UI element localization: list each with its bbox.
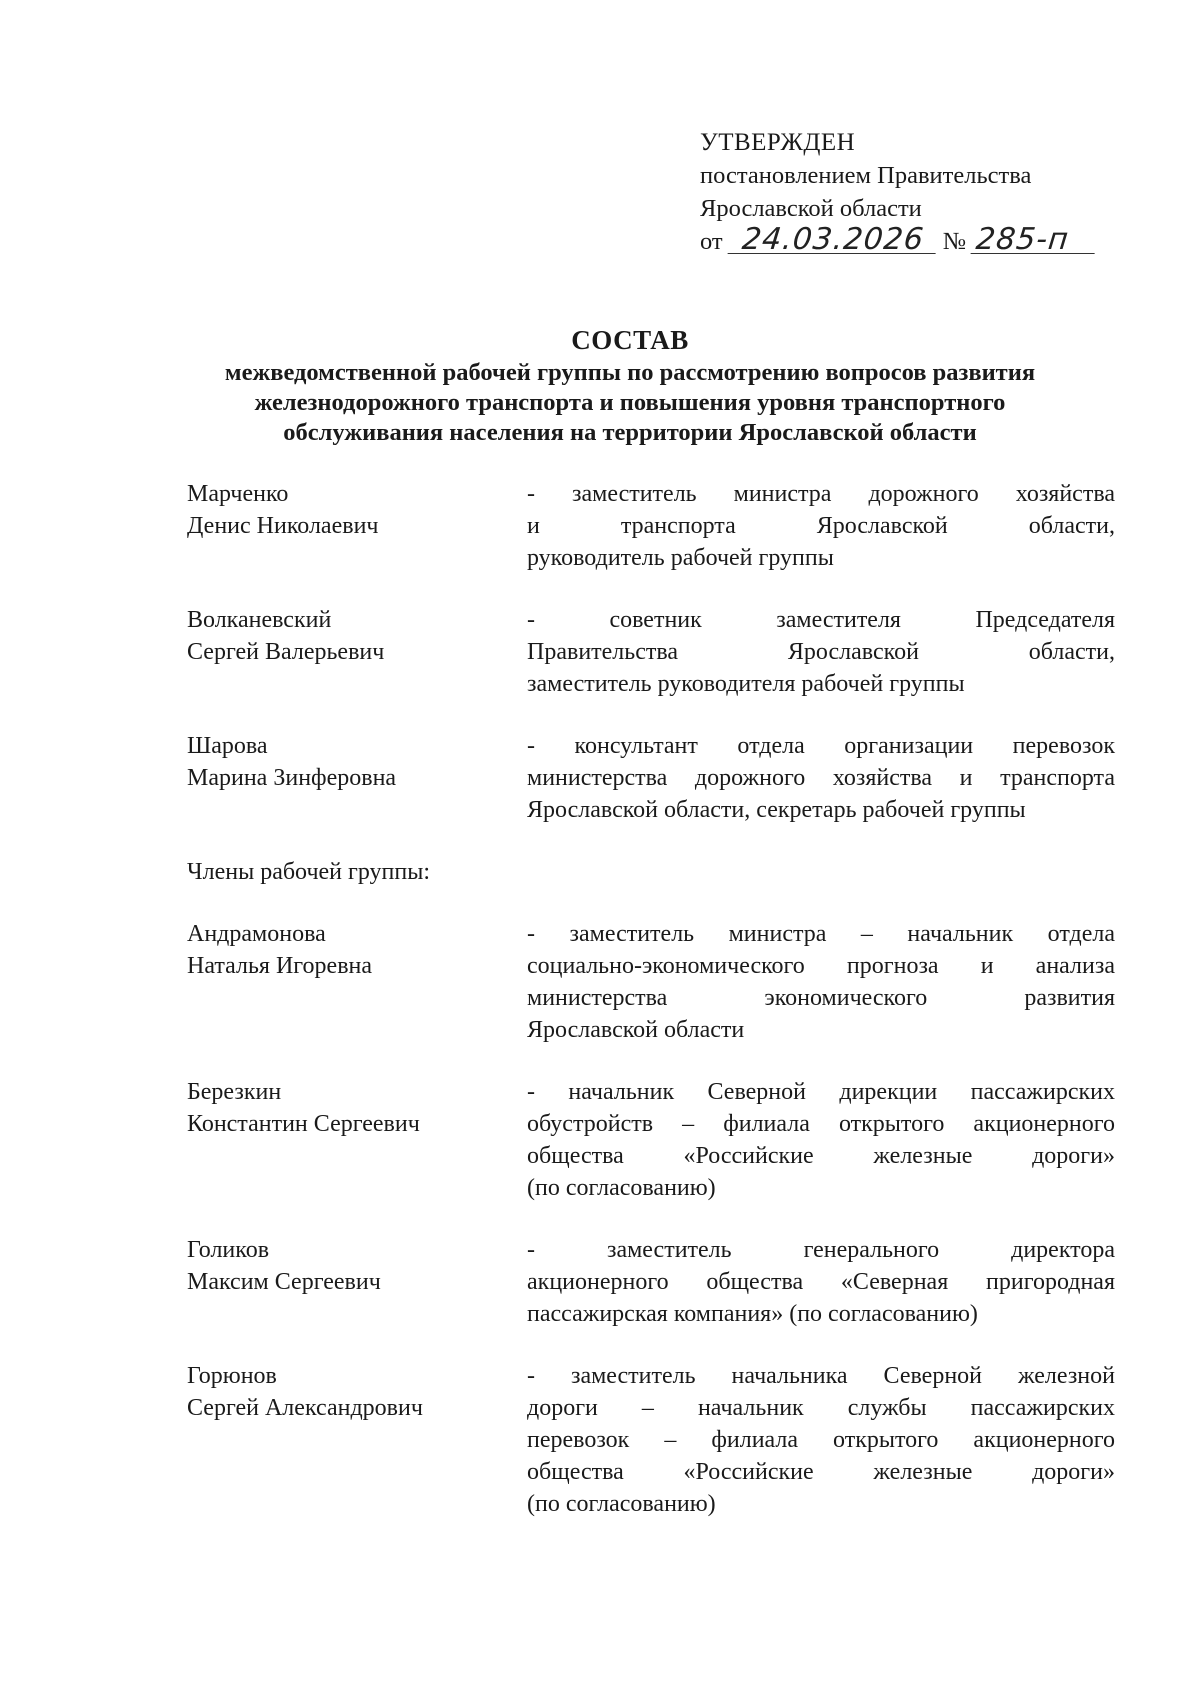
member-given-names: Денис Николаевич	[187, 513, 379, 539]
member-entry	[187, 1360, 1115, 1520]
member-role	[527, 918, 1115, 1046]
role-line: министерства экономического развития	[527, 985, 1115, 1011]
member-surname: Голиков	[187, 1237, 270, 1263]
member-given-names: Наталья Игоревна	[187, 953, 373, 979]
member-entry	[187, 1234, 1115, 1330]
role-line: перевозок – филиала открытого акционерного	[527, 1427, 1115, 1453]
member-given-names: Сергей Александрович	[187, 1395, 423, 1421]
role-line: - заместитель начальника Северной железной	[527, 1363, 1115, 1389]
member-name	[187, 478, 527, 574]
approval-line-2: Ярославской области	[700, 195, 922, 222]
date-prefix: от	[700, 228, 723, 255]
role-line: министерства дорожного хозяйства и транспорта	[527, 765, 1115, 791]
number-prefix: №	[942, 228, 967, 255]
member-surname: Марченко	[187, 481, 289, 507]
member-surname: Волканевский	[187, 607, 332, 633]
approval-date-number	[700, 222, 1096, 258]
role-line: Правительства Ярославской области,	[527, 639, 1115, 665]
role-line: (по согласованию)	[527, 1491, 716, 1517]
role-line: заместитель руководителя рабочей группы	[527, 671, 965, 697]
member-given-names: Сергей Валерьевич	[187, 639, 385, 665]
member-name	[187, 1234, 527, 1330]
approval-stamp	[700, 126, 1096, 258]
member-entry	[187, 478, 1115, 574]
member-name	[187, 730, 527, 826]
member-entry	[187, 1076, 1115, 1204]
handwritten-date: 24.03.2026	[727, 227, 938, 254]
member-entry	[187, 604, 1115, 700]
role-line: - начальник Северной дирекции пассажирских	[527, 1079, 1115, 1105]
member-name	[187, 1360, 527, 1520]
member-given-names: Максим Сергеевич	[187, 1269, 381, 1295]
role-line: и транспорта Ярославской области,	[527, 513, 1115, 539]
title-line-1: межведомственной рабочей группы по рассмотрению вопросов развития	[224, 359, 1036, 386]
role-line: общества «Российские железные дороги»	[527, 1143, 1115, 1169]
role-line: (по согласованию)	[527, 1175, 716, 1201]
roster	[187, 478, 1115, 1520]
approval-line-1: постановлением Правительства	[700, 162, 1032, 189]
member-role	[527, 730, 1115, 826]
role-line: социально-экономического прогноза и анализа	[527, 953, 1115, 979]
role-line: - советник заместителя Председателя	[527, 607, 1115, 633]
role-line: акционерного общества «Северная пригородная	[527, 1269, 1115, 1295]
member-role	[527, 1076, 1115, 1204]
member-name	[187, 604, 527, 700]
role-line: - консультант отдела организации перевозок	[527, 733, 1115, 759]
title-line-3: обслуживания населения на территории Ярославской области	[283, 419, 977, 446]
members-section-label: Члены рабочей группы:	[187, 859, 431, 885]
role-line: обустройств – филиала открытого акционерного	[527, 1111, 1115, 1137]
title-main: СОСТАВ	[571, 325, 689, 355]
role-line: руководитель рабочей группы	[527, 545, 834, 571]
handwritten-number: 285-п	[971, 227, 1098, 254]
document-title	[150, 322, 1110, 448]
role-line: общества «Российские железные дороги»	[527, 1459, 1115, 1485]
role-line: - заместитель министра дорожного хозяйства	[527, 481, 1115, 507]
member-role	[527, 478, 1115, 574]
title-line-2: железнодорожного транспорта и повышения уровня транспортного	[254, 389, 1006, 416]
approval-heading: УТВЕРЖДЕН	[700, 129, 856, 156]
member-name	[187, 918, 527, 1046]
role-line: дороги – начальник службы пассажирских	[527, 1395, 1115, 1421]
member-surname: Березкин	[187, 1079, 282, 1105]
role-line: - заместитель министра – начальник отдела	[527, 921, 1115, 947]
member-entry	[187, 730, 1115, 826]
role-line: - заместитель генерального директора	[527, 1237, 1115, 1263]
member-surname: Горюнов	[187, 1363, 277, 1389]
member-role	[527, 1234, 1115, 1330]
member-given-names: Константин Сергеевич	[187, 1111, 420, 1137]
member-given-names: Марина Зинферовна	[187, 765, 397, 791]
member-surname: Шарова	[187, 733, 268, 759]
member-role	[527, 1360, 1115, 1520]
role-line: Ярославской области, секретарь рабочей группы	[527, 797, 1026, 823]
member-name	[187, 1076, 527, 1204]
role-line: Ярославской области	[527, 1017, 745, 1043]
member-role	[527, 604, 1115, 700]
member-entry	[187, 918, 1115, 1046]
role-line: пассажирская компания» (по согласованию)	[527, 1301, 978, 1327]
member-surname: Андрамонова	[187, 921, 326, 947]
